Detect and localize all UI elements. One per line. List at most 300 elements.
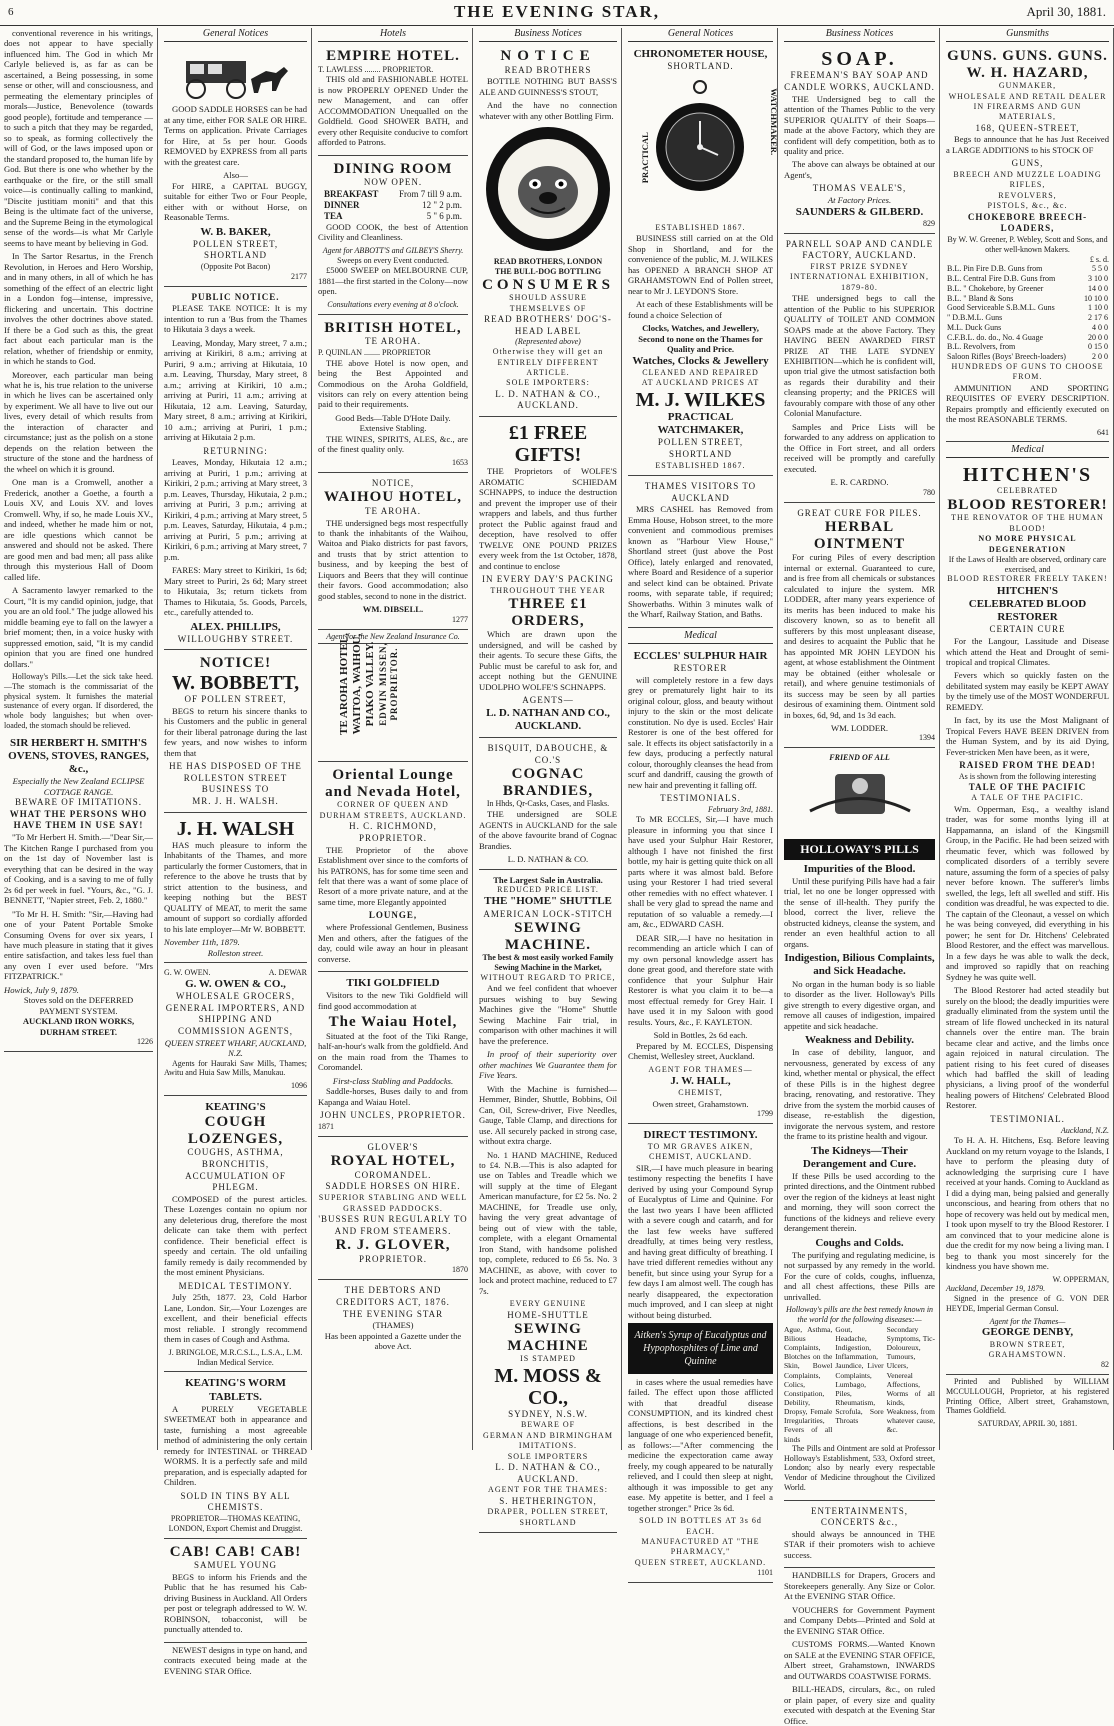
ad-number: 641: [1097, 427, 1109, 437]
ad-proprietor: EDWIN MISSEN, PROPRIETOR.: [377, 642, 400, 727]
side-label-left: PRACTICAL: [639, 132, 650, 184]
debtors-act-notice: [318, 1282, 468, 1356]
ad-subtitle: In Hhds, Qr-Casks, Cases, and Flasks.: [486, 799, 610, 809]
article-paragraph: conventional reverence in his writings, does not appear to have specially influenced him. The God in which Mr Carlyle believed is, as far as can be ascertained, a Being possessing, in some sense or other, will and consciousness, and permeating the elementary principles of morals—Justice, Benevolence (towards good people), fortitude and temperance —to such a pitch that they may be regarded, so to speak, as forming collectively the will of God, or the laws imposed upon or the standard proposed to, the human life by God. But there is one who whether by the earthquake or the fire, or the still small voice—is continually calling to mankind, "Discite justitiam moniti" and that this Being is the ultimate fact of the universe, and the Supreme Being in the etymological sense of the words—is what Mr Carlyle seems to have meant by believing in God.: [4, 28, 153, 248]
glover-royal-hotel-ad: [318, 1139, 468, 1281]
waiau-hotel-ad: [318, 974, 468, 1136]
ad-body: GOOD COOK, the best of Attention Civility and Cleanliness.: [318, 221, 468, 243]
ad-line: GUNS,: [1011, 158, 1044, 169]
ad-schedule: Leaves, Monday, Hikutaia 12 a.m.; arriving at Puriri, 1 p.m.; arriving at Kirikiri, 2 p.m.; arriving at Mary street, 3 p.m. Leaves, Thursday, Hikutaia, 2 p.m.; arriving at Puriri, 3 p.m.; arriving at Kirikiri, 4 p.m.; arriving at Mary street, 5 p.m. Leaves, Saturday, Hikutaia, 4 p.m.; arriving at Puriri, 5 p.m.; arriving at Kirikiri, 6 p.m.; arriving at Mary street, 7 p.m.: [164, 457, 307, 562]
side-label-right: WATCHMAKER.: [769, 88, 780, 156]
ad-notice: NOTICE,: [371, 477, 415, 488]
ad-body: THE WINES, SPIRITS, ALES, &c., are of the finest quality only.: [318, 433, 468, 455]
ad-title: NOTICE: [500, 48, 596, 65]
ad-line: BREECH AND MUZZLE LOADING RIFLES,: [953, 170, 1102, 190]
ad-heading: WHAT THE PERSONS WHO HAVE THEM IN USE SAY!: [9, 808, 148, 831]
ad-title: SEWING MACHINE: [507, 1321, 589, 1354]
ad-line: PRACTICAL WATCHMAKER,: [657, 410, 744, 436]
ad-location: COROMANDEL.: [354, 1169, 432, 1180]
ad-doctor: J. BRINGLOE, M.R.C.S.L., L.S.A., L.M. Indian Medical Service.: [168, 1347, 303, 1367]
ad-address: Rolleston street.: [207, 947, 264, 958]
ad-body: Visitors to the new Tiki Goldfield will find good accommodation at: [318, 990, 468, 1011]
ad-name: L. D. NATHAN AND CO., AUCKLAND.: [486, 706, 610, 732]
ad-heading: CERTAIN CURE: [989, 624, 1066, 635]
ad-location: TE AROHA.: [365, 336, 421, 347]
ad-subtitle: FIRST PRIZE SYDNEY INTERNATIONAL EXHIBITION, 1879-80.: [790, 261, 929, 292]
section-heading: Medical: [628, 630, 773, 644]
ad-title: NOTICE!: [199, 655, 272, 672]
ad-body: With the Machine is furnished—Hemmer, Binder, Shuttle, Bobbins, Oil Can, Oil, Screw-driver, Five Needles, Gauge, Table Clamp, and directions for use. All securely packed in strong case, without extra charge.: [479, 1083, 617, 1147]
ad-paper: THE EVENING STAR: [342, 1308, 444, 1319]
eccles-hair-restorer-ad: [628, 647, 773, 1124]
ad-body: THE undersigned begs to call the attention of the Public to his SUPERIOR QUALITY of TOILET AND COMMON SOAPS made at the above Factory. They HAVING BEEN AWARDED FIRST PRIZE AT THE LATE SYDNEY EXHIBITION—which he is confident will, upon trial give the utmost satisfaction both as regards their durability and their cleansing property; and the PRICES will favourably compare with those of any other Colonial Manufacture.: [784, 293, 935, 419]
handbills-notice: HANDBILLS for Drapers, Grocers and Storekeepers generally. Any Size or Color. At the EVENING STAR Office.: [784, 1570, 935, 1602]
ad-testimonial: To H. A. H. Hitchens, Esq. Before leaving Auckland on my return voyage to the Islands, I have to perform the pleasing duty of acknowledging the surprising cure I have received at your hands. Coming to Auckland as I did a dying man, being palsied and generally unconscious, and hearing from others that no hope of recovery was held out by medical men, I took upon myself to try the Blood Restorer. I am convinced that to your medicine alone is due the credit for my now being a living man. I beg to thank you most sincerely for the kindness you have shown me.: [946, 1135, 1109, 1272]
price-value: 5 5 0: [1092, 264, 1108, 274]
ad-body: THE Proprietor of the above Establishment over since to the comforts of his PATRONS, has for some time seen and felt that there was a want of some place of Resort of a more private nature, and at the same time, more Elegantly appointed: [318, 844, 468, 907]
syrup-label-text: Aitken's Syrup of Eucalyptus and Hypophosphites of Lime and Quinine: [634, 1330, 767, 1367]
ad-title: £1 FREE GIFTS!: [508, 422, 588, 467]
ad-line: AGENT FOR THAMES—: [648, 1064, 753, 1074]
ad-proprietor: PROPRIETOR—THOMAS KEATING, LONDON, Export Chemist and Druggist.: [168, 1514, 303, 1533]
ad-address: DRAPER, POLLEN STREET, SHORTLAND: [487, 1507, 609, 1527]
entertainments-notice: [784, 1503, 935, 1569]
baker-coach-ad: [164, 45, 307, 286]
price-item: C.F.B.L. do. do., No. 4 Guage: [947, 332, 1044, 342]
ad-body: In fact, by its use the Most Malignant of Tropical Fevers HAVE BEEN DRIVEN from the Human System, and by its aid Dying, Fever-stricken Men have been, as it were,: [946, 715, 1109, 757]
ad-guarantee: In proof of their superiority over other machines We Guarantee them for Five Years.: [479, 1049, 617, 1081]
ad-subheading: MEDICAL TESTIMONY.: [178, 1280, 293, 1291]
price-item: B.L. " Chokebore, by Greener: [947, 283, 1044, 293]
ad-name: G. W. OWEN & CO.,: [185, 977, 286, 990]
ad-body: And the have no connection whatever with any other Bottling Firm.: [479, 100, 617, 121]
price-row: [946, 294, 1109, 304]
column-editorial: [0, 28, 158, 1450]
ad-title: THAMES VISITORS TO AUCKLAND: [644, 480, 757, 503]
bobbett-notice-ad: [164, 652, 307, 812]
ad-line: MR. J. H. WALSH.: [192, 796, 279, 807]
ad-heading: CONSUMERS: [482, 276, 614, 293]
imprint: Printed and Published by WILLIAM MCCULLOUGH, Proprietor, at his registered Printing Office, Albert street, Grahamstown, Thames Goldfield.: [946, 1377, 1109, 1416]
meal-time: 12 " 2 p.m.: [422, 199, 462, 210]
price-row: [946, 342, 1109, 352]
ad-line: WHOLESALE AND RETAIL DEALER IN FIREARMS AND GUN MATERIALS,: [948, 91, 1107, 122]
ad-body: At each of these Establishments will be found a choice Selection of: [628, 299, 773, 320]
ad-line: MANUFACTURED AT "THE PHARMACY,": [641, 1537, 760, 1557]
ad-established: ESTABLISHED 1867.: [655, 460, 746, 470]
ad-heading: Impurities of the Blood.: [803, 862, 916, 875]
ad-body: BOTTLE NOTHING BUT BASS'S ALE AND GUINNESS'S STOUT,: [479, 76, 617, 97]
ad-prices: No. 1 HAND MACHINE, Reduced to £4. N.B.—This is also adapted for use on Tables and Treadle which we will supply at the time of Elegant American manufacture, for £2 5s. No. 2 MACHINE, for Treadle use only, having the very great advantage of being out of view with the table, complete, with a elegant Ornamental Iron Stand, with handsome polished top, complete, reduced to £6 5s. No. 3 MACHINE, as above, with cover to lock and protect machine, reduced to £7 7s.: [479, 1149, 617, 1296]
ad-line: READ BROTHERS' DOG'S-HEAD LABEL: [484, 314, 612, 336]
ad-line: REVOLVERS,: [998, 190, 1057, 200]
ad-line: SHOULD ASSURE THEMSELVES OF: [509, 293, 587, 313]
meal-name: BREAKFAST: [324, 189, 379, 200]
ad-title: BLOOD RESTORER!: [947, 496, 1108, 513]
ad-testimonial: DEAR SIR,—I have no hesitation in recommending an article which I can of my own personal knowledge assert has done great good, and therefore state with confidence that your Sulphur Hair Restorer is what you claim it to be—a most effectual remedy for Grey Hair. I have used it in my Saloon with good results. Yours, &c., F. KAYLETON.: [628, 932, 773, 1027]
ad-title: GUNS. GUNS. GUNS.: [947, 48, 1108, 65]
ad-number: 780: [923, 487, 935, 497]
ad-line: SUPERIOR STABLING AND WELL GRASSED PADDOCKS.: [318, 1193, 468, 1213]
ad-proprietor: T. LAWLESS ........ PROPRIETOR.: [318, 64, 434, 74]
ad-number: 2177: [291, 271, 307, 281]
price-header: £ s. d.: [1089, 254, 1109, 264]
ad-title: PARNELL SOAP AND CANDLE FACTORY, AUCKLAND.: [785, 238, 934, 261]
ad-testimonial: To MR ECCLES, Sir,—I have much pleasure in informing you that since I have used your Sulphur Hair Restorer, although I have not finished the first bottle, my hair is getting quite thick on all parts where it was almost bald. Before using your Restorer I had tried several other remedies with no effect whatever. I shall be very glad to spread the name and reputation of so valuable a remedy.—I am, &c., EDWARD CASH.: [628, 814, 773, 930]
ad-name: L. D. NATHAN & CO., AUCKLAND.: [495, 1462, 601, 1484]
ad-sold: SOLD IN TINS BY ALL CHEMISTS.: [180, 1490, 291, 1513]
ad-body: THE undersigned are SOLE AGENTS in AUCKLAND for the sale of the above favourite brand of Cognac Brandies.: [479, 809, 617, 851]
ad-body: COMPOSED of the purest articles. These Lozenges contain no opium nor any deleterious drug, therefore the most delicate can take them with perfect confidence. Their beneficial effect is speedy and certain. The old unfailing family remedy is daily recommended by the most eminent Physicians.: [164, 1193, 307, 1278]
ad-line: BEWARE OF: [520, 1420, 576, 1430]
ad-body: THIS old and FASHIONABLE HOTEL is now PROPERLY OPENED Under the new Management, and can offer ACCOMMODATION Unequalled on the Goldfield. Good SHOWER BATH, and every other Requisite conducive to comfort afforded to Patrons.: [318, 74, 468, 148]
ad-body: Which are drawn upon the undersigned, and will be cashed by their agents. To secure these Gifts, the Public must be careful to ask for, and accept nothing but the GENUINE UDOLPHO WOLFE'S SCHNAPPS.: [479, 629, 617, 692]
ad-body: For HIRE, a CAPITAL BUGGY, suitable for either Two or Four People, either with or without Horse, on Reasonable Terms.: [164, 180, 307, 223]
ad-body: Situated at the foot of the Tiki Range, half-an-hour's walk from the goldfield. And on the main road from the Thames to Coromandel.: [318, 1030, 468, 1073]
ad-body: THE Undersigned beg to call the attention of the Thames Public to the very SUPERIOR QUALITY of their Soaps—made at the above Factory, which they are confident will defy competition, both as to quality and price.: [784, 93, 935, 156]
ad-witness: Signed in the presence of G. VON DER HEYDE, Imperial German Consul.: [946, 1294, 1109, 1313]
ad-number: 1096: [291, 1081, 307, 1091]
ad-location: AUCKLAND.: [517, 400, 579, 411]
ad-name: W. H. HAZARD,: [966, 64, 1089, 81]
price-item: B.L. Revolvers, from: [947, 342, 1016, 352]
badge-text-bottom: THE BULL-DOG BOTTLING: [494, 267, 602, 277]
ad-body: should always be announced in THE STAR if their promoters wish to achieve success.: [784, 1528, 935, 1560]
ad-body: The purifying and regulating medicine, is not surpassed by any remedy in the world. For the cure of colds, coughs, influenza, and all chest affections, these Pills are unrivalled.: [784, 1250, 935, 1302]
column-business-notices: [475, 28, 622, 1527]
ad-body: THE Proprietors of WOLFE'S AROMATIC SCHIEDAM SCHNAPPS, to induce the destruction and prevent the improper use of their wrappers and labels, and thus further protect the Public against fraud and deception, have resolved to offer TWELVE ONE POUND PRIZES every week from the 1st October, 1878, and continue to enclose: [479, 466, 617, 571]
empire-hotel-ad: [318, 45, 468, 156]
ad-address-note: (Opposite Pot Bacon): [200, 262, 271, 272]
ad-title: CHRONOMETER HOUSE,: [633, 48, 768, 61]
price-value: 2 17 6: [1088, 313, 1108, 323]
column-general-notices-2: [624, 28, 780, 1578]
ad-brand: HITCHEN'S: [962, 464, 1093, 487]
ad-stoves-note: Stoves sold on the DEFERRED PAYMENT SYSTEM.: [23, 995, 134, 1016]
aitken-syrup-ad: [628, 1126, 773, 1583]
ad-name: SAUNDERS & GILBERD.: [795, 205, 924, 218]
ad-body: Samples and Price Lists will be forwarded to any address on application to the Office in Fort street, and all orders received will be promptly and carefully executed.: [784, 421, 935, 474]
ad-heading: The Largest Sale in Australia.: [493, 874, 603, 885]
ad-name: ALEX. PHILLIPS,: [190, 620, 281, 633]
ad-address: QUEEN STREET WHARF, AUCKLAND, N.Z.: [164, 1037, 307, 1059]
article-paragraph: One man is a Cromwell, another a Frederick, another a Goethe, a fourth a Louis XV, and Louis XV. and loves Cromwell. Why, if so, he made Louis XV., and indeed, whether he made him or not, are idle questions which cannot be answered and should not be asked. There are good men and bad men; all pass alike through this mysterious Hall of Doom called life.: [4, 477, 153, 582]
ad-signatory: G. W. OWEN.: [164, 968, 211, 978]
public-notice-ad: [164, 289, 307, 651]
ad-heading: GREAT CURE FOR PILES.: [797, 507, 922, 518]
ad-agent: Agent for ABBOTT'S and GILBEY'S Sherry.: [322, 245, 464, 255]
ad-signature: WM. DIBSELL.: [362, 604, 424, 615]
ad-name: L. D. NATHAN & CO.,: [495, 388, 601, 399]
ad-body: If these Pills be used according to the printed directions, and the Ointment rubbed over the region of the kidneys at least night and morning, they will soon correct the functions of the kidneys and relieve every derangement therein.: [784, 1170, 935, 1234]
ad-body: The above can always be obtained at our Agent's,: [784, 159, 935, 180]
ad-location: (THAMES): [372, 1320, 414, 1331]
ad-number: 1870: [452, 1265, 468, 1275]
price-item: B.L. Central Fire D.B. Guns from: [947, 274, 1056, 284]
ad-body: And we feel confident that whoever pursues wishing to buy Sewing Machines give the "Home" Shuttle Sewing Machine Fair trial, in comparison with other machines it will have the preference.: [479, 983, 617, 1046]
ad-subtitle: RESTORER: [673, 662, 728, 673]
column-business-notices-2: [780, 28, 940, 1726]
ad-number: 1277: [452, 614, 468, 624]
ad-title: DINING ROOM: [333, 160, 453, 177]
herbal-ointment-ad: [784, 505, 935, 749]
ad-title: PUBLIC NOTICE.: [191, 291, 280, 302]
ad-body: will completely restore in a few days grey or prematurely light hair to its original colour, gloss, and beauty without injury to the skin or the most delicate constitution. No dye is used. Eccles' Hair Restorer is one of the best offered for sale. It effects its object satisfactorily in a few days, producing a perfectly natural colour, thoroughly cleanses the head from scurf and dandriff, causing the growth of new hair and preventing it falling off.: [628, 674, 773, 790]
ad-location: SHORTLAND.: [667, 61, 734, 72]
page-number: 6: [8, 6, 14, 18]
ad-agent: S. HETHERINGTON,: [499, 1495, 597, 1506]
waihou-hotel-ad: [318, 475, 468, 630]
price-row: [946, 313, 1109, 323]
ad-proprietor: JOHN UNCLES, PROPRIETOR.: [320, 1110, 466, 1121]
ad-line: EVERY GENUINE: [509, 1299, 587, 1309]
ad-proprietor: P. QUINLAN ........ PROPRIETOR: [318, 347, 431, 357]
ad-subtitle: NOW OPEN.: [363, 177, 423, 188]
ad-heading: Weakness and Debility.: [804, 1033, 915, 1046]
ad-line: SADDLE HORSES ON HIRE.: [325, 1181, 461, 1192]
price-row: [946, 352, 1109, 362]
ad-title: SEWING MACHINE.: [505, 920, 591, 953]
ad-line: The best & most easily worked Family Sewing Machine in the Market,: [482, 953, 614, 973]
meal-name: TEA: [324, 210, 343, 221]
ad-number: 1653: [452, 457, 468, 467]
ad-story: Wm. Opperman, Esq., a wealthy island trader, was for some months lying ill at Happamanna, an island of the Kingsmill Group, in the Pacific. He had been seized with rheumatic fever, which was followed by complicated disorders of a terribly severe nature, assuming the form of a species of palsy never before known. The sufferer's limbs swelled, the legs, left all swelled and stiff. His condition was dreadful, he was expected to die. The captain of the Cleonaut, a vessel on which he was being conveyed, did everything in his power; he sent for Dr. Hitchens' Celebrated Blood Restorer, and the effect was marvellous. In a few days he was able to walk the deck, and improved so rapidly that on reaching Sydney he was quite well.: [946, 803, 1109, 982]
section-heading: Business Notices: [784, 28, 935, 42]
ad-date: February 3rd, 1881.: [707, 804, 773, 814]
price-row: [946, 264, 1109, 274]
ad-fares: FARES: Mary street to Kirikiri, 1s 6d; Mary street to Puriri, 2s 6d; Mary street to Hikutaia, 3s; return tickets from Thames to Hikutaia, 5s. Goods, Parcels, etc., carefully attended to.: [164, 565, 307, 618]
ad-line: Prepared by M. ECCLES, Dispensing Chemist, Wellesley street, Auckland.: [628, 1040, 773, 1062]
holloway-figure-illustration: [790, 766, 930, 836]
disease-column: Ague, Asthma, Bilious Complaints, Blotches on the Skin, Bowel Complaints, Colics, Constipation, Debility, Dropsy, Female Irregularities, Fevers of all kinds: [784, 1324, 833, 1444]
holloway-note: Holloway's Pills.—Let the sick take heed.—The stomach is the commissariat of the physical system. It furnishes the material sustenance of every organ. If disordered, the whole body languishes; but when over-loaded, the stomach should be relieved.: [4, 672, 153, 730]
price-value: 2 0 0: [1092, 352, 1108, 362]
ad-date: Howick, July 9, 1879.: [4, 984, 79, 995]
ad-number: 1871: [318, 1121, 334, 1131]
ad-title: WAIHOU HOTEL,: [323, 489, 463, 506]
price-item: B.L. Pin Fire D.B. Guns from: [947, 264, 1043, 274]
ad-body: Has been appointed a Gazette under the above Act.: [324, 1330, 462, 1352]
ad-heading: Watches, Clocks & Jewellery: [632, 354, 769, 367]
disease-column: Gout, Headache, Indigestion, Inflammation, Jaundice, Liver Complaints, Lumbago, Piles, Rheumatism, Scrofula, Sore Throats: [835, 1324, 884, 1426]
ad-name: E. R. CARDNO.: [830, 477, 889, 488]
ad-body: £5000 SWEEP on MELBOURNE CUP, 1881—the first started in the Colony—now open.: [318, 265, 468, 297]
ad-signature: W. OPPERMAN,: [1052, 1274, 1109, 1284]
read-brothers-ad: [479, 45, 617, 417]
parnell-soap-ad: [784, 236, 935, 503]
ad-heading: Coughs and Colds.: [815, 1236, 904, 1249]
oriental-lounge-ad: [318, 764, 468, 972]
ad-line: AGENTS—: [522, 694, 574, 705]
ad-line: By W. W. Greener, P. Webley, Scott and Sons, and other well-known Makers.: [947, 235, 1108, 254]
billheads-notice: BILL-HEADS, circulars, &c., on ruled or plain paper, of every size and quality executed with despatch at the Evening Star Office.: [784, 1684, 935, 1726]
ad-name: J. H. WALSH: [176, 817, 295, 840]
ad-title: CELEBRATED BLOOD RESTORER: [968, 597, 1087, 624]
ad-works: AUCKLAND IRON WORKS, DURHAM STREET.: [22, 1016, 135, 1037]
ad-body: MRS CASHEL has Removed from Emma House, Hobson street, to the more convenient and commodious premises known as "Harbour View House," Shortland street (just above the Post Office), lately enlarged and renovated, where Board and Residence of a superior and select kind can be obtained. Private rooms, with separate table, if required; Showerbaths. Within 3 minutes walk of the Wharf, Railway Station, and Baths.: [628, 504, 773, 620]
ad-testimonial: "To Mr H. H. Smith: "Sir,—Having had one of your Patent Portable Smoke Consuming Ovens for over six years, I have much pleasure in stating that it gives entire satisfaction, and takes less fuel than any oven I ever used before. "Mrs FITZPATRICK.": [4, 908, 153, 982]
ad-number: 1799: [757, 1109, 773, 1119]
hazard-gunmaker-ad: [946, 45, 1109, 442]
ad-name: W. BOBBETT,: [171, 671, 300, 694]
ad-schedule: Leaving, Monday, Mary street, 7 a.m.; arriving at Kirikiri, 8 a.m.; arriving at Puriri, 9 a.m.; arriving at Hikutaia, 10 a.m. Leaving, Thursday, Mary street, 8 a.m.; arriving at Kirikiri, 10 a.m.; arriving at Puriri, 11 a.m.; arriving at Hikutaia, 12 a.m. Leaving, Saturday, Mary street, 8 a.m.; arriving at Kirikiri, 10 a.m.; arriving at Puriri, 1 p.m.; arriving at Hikutaia 2 p.m.: [164, 337, 307, 443]
article-paragraph: In The Sartor Resartus, in the French Revolution, in Heroes and Hero Worship, and in many others, in all of which he has something of the effect of an electric light in a London fog—intense, impressive, flickering and uncertain. This doctrine involves the other doctrines above stated. If there be a God such as this, the great fact about each particular man is the relation, whether of friendship or enmity, in which he stands to God.: [4, 251, 153, 367]
ad-line: WITHOUT REGARD TO PRICE,: [480, 972, 616, 982]
meal-row: [318, 200, 468, 211]
price-row: [946, 323, 1109, 333]
bulldog-badge-logo: [483, 124, 613, 254]
ad-title: SOAP.: [821, 48, 898, 71]
syrup-label-banner: [628, 1323, 773, 1374]
ad-title: ROYAL HOTEL,: [330, 1153, 456, 1170]
ad-address: 168, QUEEN-STREET,: [975, 122, 1080, 133]
column-gunsmiths-medical: [942, 28, 1114, 1450]
ad-brand: BISQUIT, DABOUCHE, & CO.'S: [487, 743, 609, 765]
ad-number: 1226: [137, 1037, 153, 1047]
ad-location: SYDNEY, N.S.W.: [508, 1408, 588, 1419]
ad-line: SOLE IMPORTERS:: [506, 378, 590, 388]
ad-line: THE RENOVATOR OF THE HUMAN BLOOD!: [951, 513, 1104, 533]
ad-body: PLEASE TAKE NOTICE: It is my intention to run a 'Bus from the Thames to Hikutaia 3 days a week.: [164, 303, 307, 335]
ad-line: Sold in Bottles, 2s 6d each.: [653, 1030, 748, 1041]
ad-title: Oriental Lounge and Nevada Hotel,: [325, 767, 461, 800]
ad-date: Auckland, December 19, 1879.: [946, 1284, 1046, 1294]
dining-room-ad: [318, 158, 468, 315]
banner-text: FRIEND OF ALL: [829, 753, 890, 763]
ad-number: 1101: [757, 1568, 773, 1578]
ad-name: W. B. BAKER,: [200, 225, 271, 238]
anecdote-paragraph: A Sacramento lawyer remarked to the Court, "It is my candid opinion, judge, that you are an old fool." The judge allowed his middle beaming eye to fall on the lawyer a brief moment; then, in a voice husky with suppressed emotion, said, "It is my candid opinion that you are fined one hundred dollars.": [4, 585, 153, 669]
ad-line: REDUCED PRICE LIST.: [497, 885, 599, 895]
ad-consultations: Consultations every evening at 8 o'clock.: [327, 299, 459, 309]
ad-body: In case of debility, languor, and nervousness, generated by excess of any kind, whether mental or physical, the effect of these Pills is in the highest degree bracing, renovating, and restorative. They drive from the system the morbid causes of disease, re-establish the digestion, invigorate the nervous system, and restore the frame to its pristine health and vigour.: [784, 1047, 935, 1142]
meal-row: [318, 211, 468, 222]
ad-agent: THOMAS VEALE'S,: [812, 183, 907, 194]
ad-location: Auckland, N.Z.: [1061, 1125, 1109, 1135]
column-hotels: [314, 28, 473, 1450]
wolfe-schnapps-ad: [479, 419, 617, 738]
ad-number: 82: [1101, 1360, 1109, 1370]
ad-proprietor: PROPRIETOR.: [358, 1253, 428, 1264]
price-row: [946, 284, 1109, 294]
newspaper-title: THE EVENING STAR,: [453, 2, 661, 21]
ad-name: M. J. WILKES: [635, 388, 766, 411]
ad-title: THE DEBTORS AND CREDITORS ACT, 1876.: [336, 1285, 450, 1307]
ad-subheading: TESTIMONIAL.: [990, 1113, 1065, 1124]
coach-illustration: [176, 51, 296, 101]
ad-body: where Professional Gentlemen, Business Men and others, after the fatigues of the day, could wile away an hour in pleasant converse.: [318, 922, 468, 964]
watch-illustration: [650, 77, 750, 217]
hitchens-blood-restorer-ad: [946, 461, 1109, 1375]
ad-proprietor: H. C. RICHMOND, PROPRIETOR.: [349, 821, 437, 843]
price-item: Good Serviceable S.B.M.L. Guns: [947, 303, 1055, 313]
price-value: 4 0 0: [1092, 322, 1108, 332]
ad-line: Otherwise they will get an ENTIRELY DIFFERENT ARTICLE.: [492, 347, 604, 377]
ad-line: 'BUSSES RUN REGULARLY TO AND FROM STEAMERS.: [318, 1213, 468, 1236]
price-item: Saloon Rifles (Boys' Breech-loaders): [947, 352, 1066, 362]
ad-warning: BEWARE OF IMITATIONS.: [14, 797, 143, 808]
ad-heading: Indigestion, Bilious Complaints, and Sick Headache.: [784, 952, 935, 978]
keating-lozenges-ad: [164, 1098, 307, 1372]
ad-body: THE undersigned begs most respectfully to thank the inhabitants of the Waihou, Waitoa and Piako districts for past favors, and trusts that by strict attention to business, and by keeping the best of Liquors and Beers that they will continue their favors. Good accommodation; also good stables, second to none in the district.: [318, 517, 468, 601]
ad-heading: RAISED FROM THE DEAD!: [959, 760, 1096, 771]
ad-title: ENTERTAINMENTS, CONCERTS &c.,: [811, 1505, 908, 1528]
ad-heading: The Kidneys—Their Derangement and Cure.: [802, 1144, 917, 1170]
ad-address: BROWN STREET,: [989, 1339, 1066, 1349]
price-row: [946, 333, 1109, 343]
section-heading: Medical: [946, 444, 1109, 458]
price-item: B.L. " Bland & Sons: [947, 293, 1014, 303]
price-value: 0 15 0: [1088, 342, 1108, 352]
ad-location: TE AROHA.: [365, 505, 421, 516]
ad-line: Clocks, Watches, and Jewellery, Second to none on the Thames for Quality and Price.: [638, 323, 763, 355]
british-hotel-ad: [318, 317, 468, 473]
ad-line: Holloway's pills are the best remedy known in the world for the following diseases:—: [785, 1305, 934, 1325]
meal-time: From 7 till 9 a.m.: [399, 189, 462, 200]
ad-body: BEGS to inform his Friends and the Public that he has resumed his Cab-driving Business in Auckland. All Orders per post or telegraph addressed to W. W. ROBINSON, tobacconist, will be punctually attended to.: [164, 1571, 307, 1635]
ad-agents: Agents for Hauraki Saw Mills, Thames; Awitu and Huia Saw Mills, Manukau.: [164, 1058, 307, 1078]
vouchers-notice: VOUCHERS for Government Payment and Company Debts—Printed and Sold at the EVENING STAR Office.: [784, 1604, 935, 1636]
disease-list: [784, 1325, 935, 1444]
disease-column: Secondary Symptoms, Tic-Doloureux, Tumours, Ulcers, Venereal Affections, Worms of all kinds, Weakness, from whatever cause, &c.: [886, 1324, 935, 1435]
customs-forms-notice: CUSTOMS FORMS.—Wanted Known on SALE at the EVENING STAR OFFICE, Albert street, Grahamstown, INWARDS and OUTWARDS COASTWISE FORMS.: [784, 1639, 935, 1681]
ad-body: Saddle-horses, Buses daily to and from Kapanga and Waiau Hotel.: [318, 1086, 468, 1107]
ad-line: CHEMIST,: [678, 1088, 723, 1098]
ad-name: SAMUEL YOUNG: [193, 1560, 278, 1571]
ad-beds: Good Beds—Table D'Hote Daily.: [335, 412, 451, 423]
smith-ranges-ad: [4, 734, 153, 1053]
section-heading: General Notices: [628, 28, 773, 42]
ad-line: BLOOD RESTORER FREELY TAKEN!: [947, 574, 1108, 584]
price-value: 10 10 0: [1084, 293, 1108, 303]
ad-title: TE AROHA HOTEL, WAITOA, WAIHOU, PIAKO VALLEY.: [338, 633, 377, 736]
ad-lounge: LOUNGE,: [368, 910, 418, 921]
ad-address: QUEEN STREET, AUCKLAND.: [634, 1557, 767, 1567]
chronometer-house-ad: [628, 45, 780, 476]
ad-line: HE HAS DISPOSED OF THE: [169, 761, 302, 771]
section-heading: Business Notices: [479, 28, 617, 42]
meal-name: DINNER: [324, 199, 360, 210]
price-value: 1 10 0: [1088, 303, 1108, 313]
ad-body: WHOLESALE GROCERS, GENERAL IMPORTERS, AND SHIPPING AND COMMISSION AGENTS,: [165, 991, 306, 1037]
ad-subtitle: Especially the New Zealand ECLIPSE COTTAGE RANGE.: [12, 776, 145, 797]
ad-line: At Factory Prices.: [827, 195, 892, 206]
ad-heading: THREE £1 ORDERS,: [508, 596, 588, 629]
ad-line: AMERICAN LOCK-STITCH: [483, 908, 613, 919]
ad-subheading: A TALE OF THE PACIFIC.: [971, 793, 1084, 803]
ad-testimonial: "To Mr Herbert H. Smith.—"Dear Sir,—The Kitchen Range I purchased from you on the 1st day of November last is everything that can be desired in the way of Cooking, and is a saving to me of fully 2s 6d per week in fuel. "Yours, &c., "G. J. BENNETT, "Napier street, Feb. 2, 1880.": [4, 832, 153, 906]
ad-body: HAS much pleasure to inform the Inhabitants of the Thames, and more particularly the former Customers, that in reference to the above he trusts that by strict attention to the business, and keeping nothing but the BEST QUALITY of MEAT, to merit the same amount of support so cordially afforded to his late employer—Mr W. BOBBETT.: [164, 839, 307, 934]
ad-body: For the Langour, Lassitude and Disease which attend the Heat and Drought of semi-tropical and tropical Climates.: [946, 636, 1109, 667]
ad-subtitle: OF POLLEN STREET,: [184, 693, 287, 704]
ad-line: GUNMAKER,: [998, 81, 1057, 91]
ad-title: CAB! CAB! CAB!: [169, 1543, 302, 1560]
ad-name: GEORGE DENBY,: [981, 1326, 1074, 1339]
price-item: M.L. Duck Guns: [947, 322, 1002, 332]
price-row: [946, 303, 1109, 313]
ad-body: BEGS to return his sincere thanks to his Customers and the public in general for their liberal patronage during the last few years, and now wishes to inform them that: [164, 705, 307, 758]
ad-body: Until these purifying Pills have had a fair trial, let no one be longer oppressed with the sense of ill-health. They purify the blood, correct the liver, relieve the obstructed kidneys, cleanse the system, and render an even healthful action to all organs.: [784, 875, 935, 949]
newest-designs-notice: NEWEST designs in type on hand, and contracts executed being made at the EVENING STAR Office.: [164, 1644, 307, 1676]
ad-line: Agent for the Thames—: [989, 1316, 1066, 1326]
ad-line: PISTOLS, &c., &c.: [987, 201, 1068, 211]
ad-subtitle: FREEMAN'S BAY SOAP AND CANDLE WORKS, AUCKLAND.: [784, 70, 935, 92]
young-cab-ad: [164, 1541, 307, 1643]
holloway-brand: HOLLOWAY'S PILLS: [800, 841, 919, 856]
ad-body: For curing Piles of every description internal or external. Guaranteed to cure, and is free from all chemicals or substances calculated to injure the system. MR LODDER, after many years experience of its merits has been induced to make his discovery known, so as to benefit all sufferers by this most unpleasant disease, and desires to acquaint the Public that he has appointed MR JOHN LEYDON his agent, at whose establishment the Ointment may be obtained (either wholesale or retail), and where genuine testimonials of its success may be seen by all parties desirous of examining them. Ointment sold in boxes, 6d, 9d, and 1s 3d each.: [784, 552, 935, 720]
meal-row: [318, 189, 468, 200]
ad-number: 1394: [919, 733, 935, 743]
